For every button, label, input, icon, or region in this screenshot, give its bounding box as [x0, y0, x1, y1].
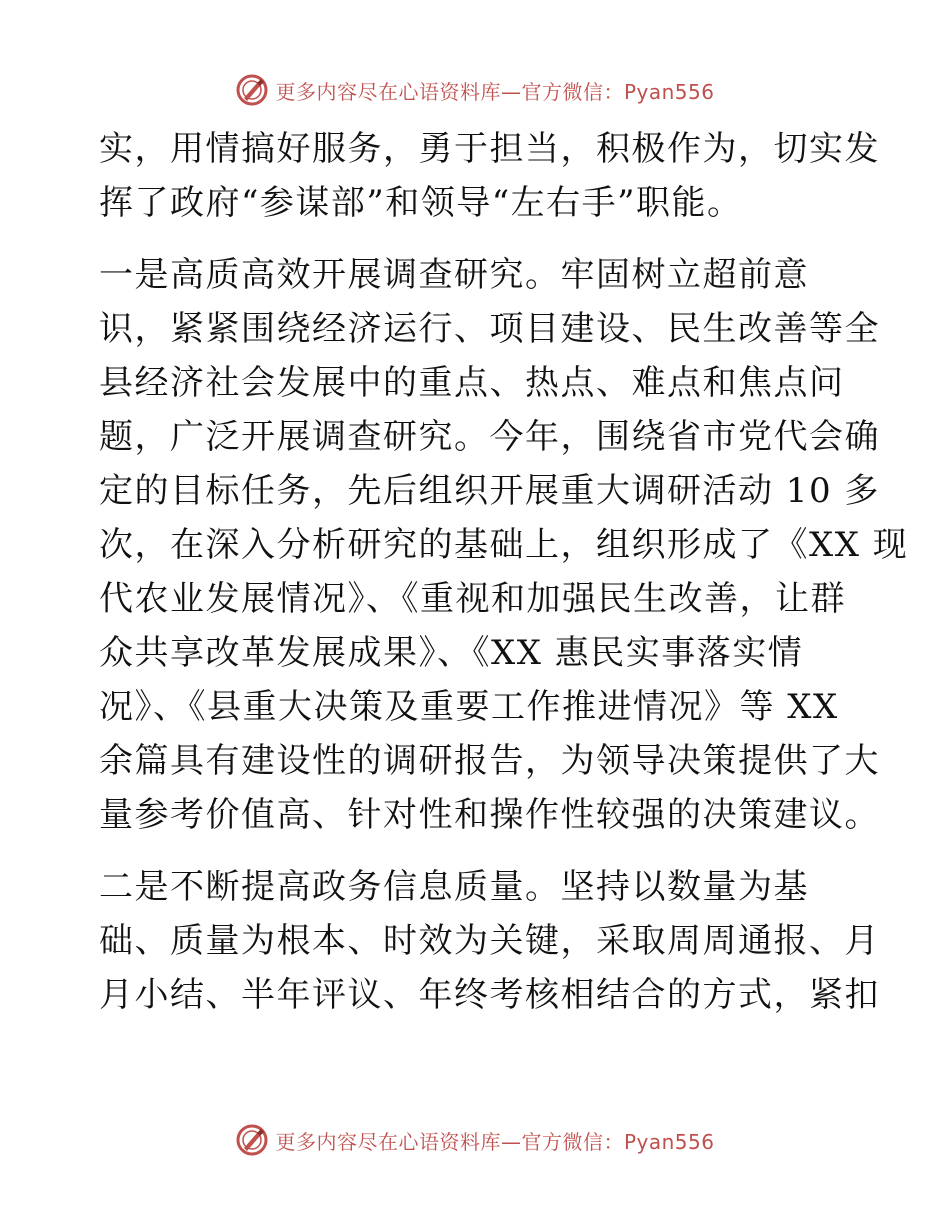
paragraph-2: [99, 248, 909, 842]
paragraph-3: [99, 860, 880, 1022]
circular-pen-logo-icon: [235, 73, 269, 107]
footer-banner-inner: [235, 1123, 714, 1157]
text-line: 代农业发展情况》、《重视和加强民生改善，让群: [99, 579, 846, 619]
text-line: 次，在深入分析研究的基础上，组织形成了《XX 现: [99, 525, 909, 565]
text-line: 题，广泛开展调查研究。今年，围绕省市党代会确: [99, 417, 880, 457]
text-line: 挥了政府“参谋部”和领导“左右手”职能。: [99, 183, 743, 223]
text-line: 况》、《县重大决策及重要工作推进情况》等 XX: [99, 687, 839, 727]
paragraph-1: [99, 122, 880, 230]
footer-banner-text: 更多内容尽在心语资料库—官方微信：Pyan556: [275, 1129, 715, 1154]
text-line: 余篇具有建设性的调研报告，为领导决策提供了大: [99, 741, 880, 781]
text-line: 识，紧紧围绕经济运行、项目建设、民生改善等全: [99, 309, 880, 349]
header-banner-text: 更多内容尽在心语资料库—官方微信：Pyan556: [275, 79, 715, 104]
text-line: 一是高质高效开展调查研究。牢固树立超前意: [99, 255, 809, 295]
text-line: 县经济社会发展中的重点、热点、难点和焦点问: [99, 363, 845, 403]
text-line: 定的目标任务，先后组织开展重大调研活动 10 多: [99, 471, 880, 511]
text-line: 月小结、半年评议、年终考核相结合的方式，紧扣: [99, 975, 880, 1015]
text-line: 量参考价值高、针对性和操作性较强的决策建议。: [99, 795, 880, 835]
header-banner: [0, 70, 950, 110]
circular-pen-logo-icon: [235, 1123, 269, 1157]
document-body: [99, 122, 909, 1022]
text-line: 众共享改革发展成果》、《XX 惠民实事落实情: [99, 633, 804, 673]
header-banner-inner: [235, 73, 714, 107]
text-line: 二是不断提高政务信息质量。坚持以数量为基: [99, 867, 809, 907]
text-line: 实，用情搞好服务，勇于担当，积极作为，切实发: [99, 129, 880, 169]
footer-banner: [0, 1120, 950, 1160]
text-line: 础、质量为根本、时效为关键，采取周周通报、月: [99, 921, 880, 961]
